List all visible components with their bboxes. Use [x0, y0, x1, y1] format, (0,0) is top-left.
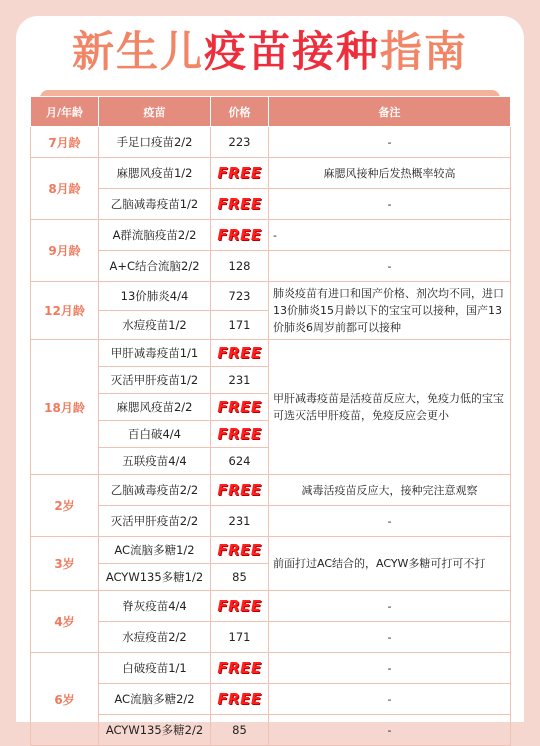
price-cell [211, 394, 269, 421]
age-cell: 4岁 [31, 591, 99, 653]
age-cell: 18月龄 [31, 340, 99, 475]
note-cell: - [269, 622, 511, 653]
table-header-row [31, 97, 511, 127]
note-cell: - [269, 220, 511, 251]
note-cell: 甲肝减毒疫苗是活疫苗反应大，免疫力低的宝宝可选灭活甲肝疫苗，免疫反应会更小 [269, 340, 511, 475]
vaccine-cell: A群流脑疫苗2/2 [99, 220, 211, 251]
table-row [31, 506, 511, 537]
price-value: 223 [228, 135, 251, 149]
table-row [31, 340, 511, 367]
table-row [31, 127, 511, 158]
vaccine-cell: ACYW135多糖2/2 [99, 715, 211, 746]
price-cell [211, 684, 269, 715]
vaccine-cell: AC流脑多糖2/2 [99, 684, 211, 715]
price-cell [211, 251, 269, 282]
price-value: 171 [228, 318, 251, 332]
price-value: 85 [232, 723, 247, 737]
note-cell: - [269, 506, 511, 537]
vaccine-cell: 乙脑减毒疫苗1/2 [99, 189, 211, 220]
vaccine-cell: 百白破4/4 [99, 421, 211, 448]
note-cell: - [269, 684, 511, 715]
price-cell [211, 564, 269, 591]
vaccine-cell: 麻腮风疫苗1/2 [99, 158, 211, 189]
note-cell: 麻腮风接种后发热概率较高 [269, 158, 511, 189]
price-value: 171 [228, 630, 251, 644]
title-part-3: 接种 [292, 27, 381, 76]
table-row [31, 537, 511, 564]
vaccine-cell: 脊灰疫苗4/4 [99, 591, 211, 622]
price-cell [211, 220, 269, 251]
page-title [0, 22, 540, 82]
price-cell [211, 158, 269, 189]
price-cell [211, 448, 269, 475]
price-value: 723 [228, 289, 251, 303]
price-value: 85 [232, 570, 247, 584]
free-badge: FREE [217, 425, 262, 443]
note-cell: - [269, 127, 511, 158]
price-cell [211, 537, 269, 564]
vaccine-cell: 乙脑减毒疫苗2/2 [99, 475, 211, 506]
note-cell: 肺炎疫苗有进口和国产价格、剂次均不同，进口13价肺炎15月龄以下的宝宝可以接种，国产13价肺炎6周岁前都可以接种 [269, 282, 511, 340]
price-cell [211, 591, 269, 622]
note-cell: - [269, 653, 511, 684]
table-row [31, 653, 511, 684]
age-cell: 7月龄 [31, 127, 99, 158]
title-text [72, 27, 468, 76]
age-cell: 12月龄 [31, 282, 99, 340]
vaccine-cell: 甲肝减毒疫苗1/1 [99, 340, 211, 367]
header-age: 月/年龄 [31, 97, 99, 127]
header-price: 价格 [211, 97, 269, 127]
title-part-2: 疫苗 [203, 27, 292, 76]
header-note: 备注 [269, 97, 511, 127]
price-cell [211, 189, 269, 220]
free-badge: FREE [217, 195, 262, 213]
table-row [31, 189, 511, 220]
title-part-1: 新生儿 [71, 27, 204, 76]
table-row [31, 591, 511, 622]
free-badge: FREE [217, 344, 262, 362]
note-cell: 前面打过AC结合的，ACYW多糖可打可不打 [269, 537, 511, 591]
table-row [31, 684, 511, 715]
table-row [31, 282, 511, 311]
table-row [31, 475, 511, 506]
vaccine-cell: 五联疫苗4/4 [99, 448, 211, 475]
table-row [31, 622, 511, 653]
table-body [31, 127, 511, 746]
table-row [31, 251, 511, 282]
vaccine-cell: ACYW135多糖1/2 [99, 564, 211, 591]
age-cell: 9月龄 [31, 220, 99, 282]
vaccine-cell: 13价肺炎4/4 [99, 282, 211, 311]
vaccine-cell: 灭活甲肝疫苗1/2 [99, 367, 211, 394]
table-row [31, 715, 511, 746]
age-cell: 2岁 [31, 475, 99, 537]
price-cell [211, 282, 269, 311]
age-cell: 6岁 [31, 653, 99, 746]
vaccine-cell: 水痘疫苗2/2 [99, 622, 211, 653]
price-value: 624 [228, 454, 251, 468]
price-value: 231 [228, 514, 251, 528]
free-badge: FREE [217, 226, 262, 244]
note-cell: - [269, 189, 511, 220]
table-row [31, 158, 511, 189]
vaccine-cell: 手足口疫苗2/2 [99, 127, 211, 158]
note-cell: - [269, 591, 511, 622]
free-badge: FREE [217, 659, 262, 677]
vaccine-cell: 麻腮风疫苗2/2 [99, 394, 211, 421]
price-cell [211, 475, 269, 506]
vaccine-cell: AC流脑多糖1/2 [99, 537, 211, 564]
vaccine-cell: 灭活甲肝疫苗2/2 [99, 506, 211, 537]
note-cell: - [269, 251, 511, 282]
free-badge: FREE [217, 597, 262, 615]
price-cell [211, 367, 269, 394]
header-vaccine: 疫苗 [99, 97, 211, 127]
table-row [31, 220, 511, 251]
price-cell [211, 127, 269, 158]
price-cell [211, 715, 269, 746]
age-cell: 3岁 [31, 537, 99, 591]
price-value: 128 [228, 259, 251, 273]
note-cell: - [269, 715, 511, 746]
price-cell [211, 622, 269, 653]
vaccine-cell: 水痘疫苗1/2 [99, 311, 211, 340]
free-badge: FREE [217, 481, 262, 499]
free-badge: FREE [217, 541, 262, 559]
age-cell: 8月龄 [31, 158, 99, 220]
price-cell [211, 421, 269, 448]
vaccine-cell: A+C结合流脑2/2 [99, 251, 211, 282]
price-cell [211, 506, 269, 537]
free-badge: FREE [217, 398, 262, 416]
note-cell: 减毒活疫苗反应大，接种完注意观察 [269, 475, 511, 506]
title-part-4: 指南 [380, 27, 469, 76]
price-cell [211, 340, 269, 367]
vaccine-table [30, 96, 511, 746]
price-cell [211, 311, 269, 340]
price-value: 231 [228, 373, 251, 387]
price-cell [211, 653, 269, 684]
vaccine-cell: 白破疫苗1/1 [99, 653, 211, 684]
free-badge: FREE [217, 164, 262, 182]
free-badge: FREE [217, 690, 262, 708]
